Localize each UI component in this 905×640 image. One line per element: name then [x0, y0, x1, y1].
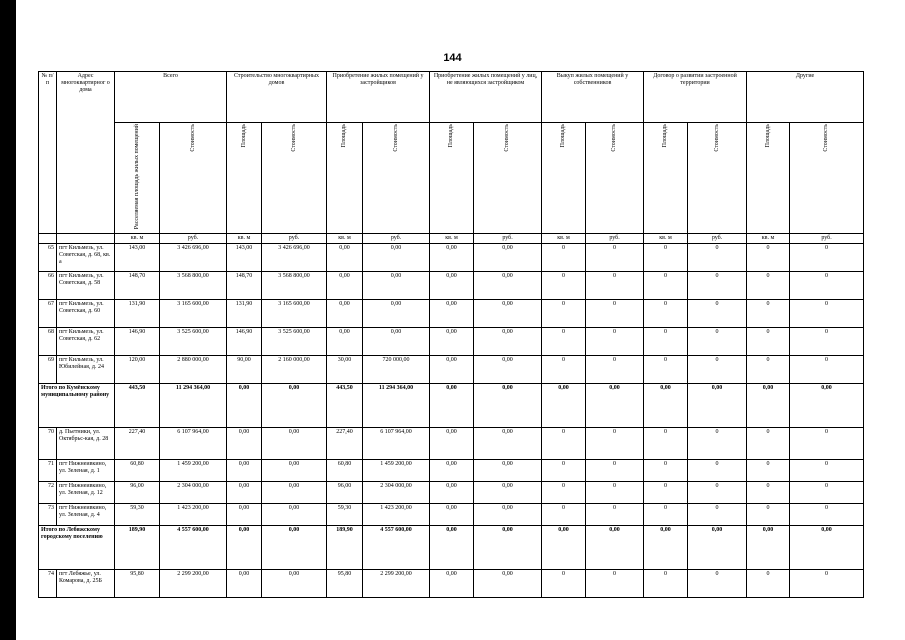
area-cell: 95,80	[327, 570, 363, 598]
cost-cell: 1 459 200,00	[160, 460, 227, 482]
cost-cell: 0	[790, 300, 864, 328]
row-address: пгт Нижнеивкино, ул. Зеленая, д. 4	[57, 504, 115, 526]
area-cell: 227,40	[327, 428, 363, 460]
area-cell: 0	[747, 428, 790, 460]
area-cell: 0,00	[430, 428, 474, 460]
area-cell: 0,00	[430, 570, 474, 598]
subheader-cost: Стоимость	[790, 123, 864, 234]
unit-label: руб.	[688, 234, 747, 244]
total-row	[39, 526, 864, 570]
area-cell: 0	[747, 300, 790, 328]
table-row	[39, 460, 864, 482]
area-cell: 120,00	[115, 356, 160, 384]
cost-cell: 0,00	[474, 526, 542, 570]
cost-cell: 0,00	[262, 384, 327, 428]
cost-cell: 0	[586, 460, 644, 482]
area-cell: 0,00	[227, 384, 262, 428]
table-row	[39, 244, 864, 272]
cost-cell: 0	[790, 428, 864, 460]
table-row	[39, 272, 864, 300]
area-cell: 0	[644, 356, 688, 384]
area-cell: 0	[542, 244, 586, 272]
row-number: 69	[39, 356, 57, 384]
cost-cell: 0,00	[474, 428, 542, 460]
unit-label: кв. м	[542, 234, 586, 244]
header-address: Адрес многоквартирног о дома	[57, 72, 115, 234]
area-cell: 148,70	[115, 272, 160, 300]
cost-cell: 0,00	[363, 244, 430, 272]
cost-cell: 0,00	[790, 384, 864, 428]
cost-cell: 6 107 964,00	[363, 428, 430, 460]
cost-cell: 0	[790, 504, 864, 526]
area-cell: 0	[542, 460, 586, 482]
cost-cell: 0	[790, 482, 864, 504]
row-number: 68	[39, 328, 57, 356]
area-cell: 0,00	[327, 244, 363, 272]
subheader-area: Площадь	[327, 123, 363, 234]
cost-cell: 0,00	[363, 272, 430, 300]
area-cell: 60,80	[327, 460, 363, 482]
cost-cell: 0,00	[474, 570, 542, 598]
area-cell: 0,00	[227, 460, 262, 482]
area-cell: 443,50	[115, 384, 160, 428]
cost-cell: 0,00	[474, 300, 542, 328]
cost-cell: 1 459 200,00	[363, 460, 430, 482]
area-cell: 0,00	[227, 504, 262, 526]
row-address: пгт Нижнеивкино, ул. Зеленая, д. 1	[57, 460, 115, 482]
area-cell: 0	[542, 504, 586, 526]
area-cell: 0	[542, 272, 586, 300]
subheader-area: Площадь	[542, 123, 586, 234]
subheader-cost: Стоимость	[262, 123, 327, 234]
cost-cell: 0,00	[474, 356, 542, 384]
units-blank	[39, 234, 57, 244]
table-row	[39, 570, 864, 598]
cost-cell: 3 525 600,00	[160, 328, 227, 356]
cost-cell: 0,00	[688, 526, 747, 570]
cost-cell: 2 880 000,00	[160, 356, 227, 384]
area-cell: 30,00	[327, 356, 363, 384]
area-cell: 0,00	[430, 526, 474, 570]
cost-cell: 0,00	[474, 272, 542, 300]
row-number: 70	[39, 428, 57, 460]
header-number: № п/п	[39, 72, 57, 234]
area-cell: 0	[644, 244, 688, 272]
area-cell: 95,80	[115, 570, 160, 598]
unit-label: руб.	[363, 234, 430, 244]
area-cell: 0,00	[644, 526, 688, 570]
area-cell: 189,90	[327, 526, 363, 570]
row-number: 74	[39, 570, 57, 598]
cost-cell: 0	[586, 244, 644, 272]
area-cell: 0	[542, 428, 586, 460]
area-cell: 0	[542, 328, 586, 356]
header-group-construction: Строительство многоквартирных домов	[227, 72, 327, 123]
cost-cell: 2 299 200,00	[160, 570, 227, 598]
cost-cell: 0	[586, 300, 644, 328]
area-cell: 0,00	[430, 460, 474, 482]
subheader-cost: Стоимость	[363, 123, 430, 234]
area-cell: 189,90	[115, 526, 160, 570]
cost-cell: 0	[688, 570, 747, 598]
cost-cell: 0	[688, 482, 747, 504]
cost-cell: 0	[586, 356, 644, 384]
cost-cell: 0	[688, 356, 747, 384]
header-group-other: Другие	[747, 72, 864, 123]
cost-cell: 2 304 000,00	[363, 482, 430, 504]
header-group-buyout: Выкуп жилых помещений у собственников	[542, 72, 644, 123]
cost-cell: 11 294 364,00	[160, 384, 227, 428]
area-cell: 59,30	[327, 504, 363, 526]
header-group-purchase-nondevelopers: Приобретение жилых помещений у лиц, не являющихся застройщиком	[430, 72, 542, 123]
area-cell: 60,80	[115, 460, 160, 482]
cost-cell: 0,00	[688, 384, 747, 428]
subheader-area: Расселяемая площадь жилых помещений	[115, 123, 160, 234]
area-cell: 0,00	[542, 384, 586, 428]
cost-cell: 2 304 000,00	[160, 482, 227, 504]
cost-cell: 3 165 600,00	[262, 300, 327, 328]
area-cell: 0	[747, 482, 790, 504]
cost-cell: 0	[688, 272, 747, 300]
row-number: 71	[39, 460, 57, 482]
subheader-cost: Стоимость	[688, 123, 747, 234]
page-number: 144	[443, 52, 462, 64]
cost-cell: 0,00	[262, 460, 327, 482]
area-cell: 0	[644, 504, 688, 526]
cost-cell: 3 165 600,00	[160, 300, 227, 328]
area-cell: 0,00	[227, 570, 262, 598]
cost-cell: 0,00	[262, 504, 327, 526]
area-cell: 143,00	[227, 244, 262, 272]
area-cell: 0	[542, 482, 586, 504]
unit-label: кв. м	[227, 234, 262, 244]
cost-cell: 0	[790, 328, 864, 356]
table-row	[39, 300, 864, 328]
row-address: пгт Лебяжье, ул. Комарова, д. 25Б	[57, 570, 115, 598]
subheader-cost: Стоимость	[586, 123, 644, 234]
cost-cell: 0	[790, 356, 864, 384]
area-cell: 0,00	[430, 504, 474, 526]
area-cell: 0,00	[430, 300, 474, 328]
cost-cell: 0	[586, 570, 644, 598]
cost-cell: 0	[586, 504, 644, 526]
cost-cell: 720 000,00	[363, 356, 430, 384]
area-cell: 0	[644, 428, 688, 460]
subheader-area: Площадь	[747, 123, 790, 234]
unit-label: кв. м	[327, 234, 363, 244]
units-blank	[57, 234, 115, 244]
area-cell: 0	[644, 570, 688, 598]
header-group-purchase-developers: Приобретение жилых помещений у застройщиков	[327, 72, 430, 123]
area-cell: 0,00	[542, 526, 586, 570]
cost-cell: 0	[688, 244, 747, 272]
area-cell: 0,00	[227, 482, 262, 504]
area-cell: 90,00	[227, 356, 262, 384]
cost-cell: 0,00	[262, 428, 327, 460]
area-cell: 0,00	[430, 244, 474, 272]
subheader-area: Площадь	[430, 123, 474, 234]
unit-label: кв. м	[115, 234, 160, 244]
row-address: пгт Кильмезь, ул. Советская, д. 58	[57, 272, 115, 300]
unit-label: руб.	[262, 234, 327, 244]
row-number: 67	[39, 300, 57, 328]
cost-cell: 0	[790, 244, 864, 272]
total-label: Итого по Лебяжскому городскому поселению	[39, 526, 115, 570]
area-cell: 0	[542, 570, 586, 598]
area-cell: 0,00	[327, 300, 363, 328]
cost-cell: 2 299 200,00	[363, 570, 430, 598]
table-row	[39, 328, 864, 356]
area-cell: 0	[747, 272, 790, 300]
area-cell: 0	[542, 356, 586, 384]
unit-label: руб.	[160, 234, 227, 244]
subheader-cost: Стоимость	[160, 123, 227, 234]
row-number: 72	[39, 482, 57, 504]
area-cell: 148,70	[227, 272, 262, 300]
area-cell: 131,90	[115, 300, 160, 328]
row-number: 66	[39, 272, 57, 300]
area-cell: 0,00	[644, 384, 688, 428]
subheader-area: Площадь	[227, 123, 262, 234]
table-row	[39, 356, 864, 384]
table-row	[39, 504, 864, 526]
area-cell: 0,00	[430, 356, 474, 384]
cost-cell: 0,00	[790, 526, 864, 570]
area-cell: 0,00	[747, 384, 790, 428]
cost-cell: 0,00	[474, 504, 542, 526]
header-group-territory-agreement: Договор о развитии застроенной территории	[644, 72, 747, 123]
area-cell: 0,00	[227, 428, 262, 460]
table-row	[39, 482, 864, 504]
area-cell: 0	[747, 460, 790, 482]
cost-cell: 1 423 200,00	[160, 504, 227, 526]
area-cell: 0	[747, 356, 790, 384]
row-address: пгт Кильмезь, ул. Советская, д. 62	[57, 328, 115, 356]
cost-cell: 11 294 364,00	[363, 384, 430, 428]
cost-cell: 3 568 800,00	[160, 272, 227, 300]
unit-label: руб.	[586, 234, 644, 244]
area-cell: 96,00	[327, 482, 363, 504]
area-cell: 0	[644, 300, 688, 328]
area-cell: 0	[644, 460, 688, 482]
area-cell: 59,30	[115, 504, 160, 526]
unit-label: кв. м	[430, 234, 474, 244]
cost-cell: 0	[688, 460, 747, 482]
area-cell: 0,00	[430, 328, 474, 356]
row-address: д. Пьетники, ул. Октябрьс-кая, д. 28	[57, 428, 115, 460]
total-label: Итого по Кумёнскому муниципальному району	[39, 384, 115, 428]
cost-cell: 0,00	[474, 244, 542, 272]
table-body	[39, 244, 864, 598]
cost-cell: 0	[688, 300, 747, 328]
area-cell: 0,00	[227, 526, 262, 570]
area-cell: 0	[542, 300, 586, 328]
area-cell: 0,00	[430, 384, 474, 428]
cost-cell: 0,00	[586, 526, 644, 570]
cost-cell: 3 426 696,00	[262, 244, 327, 272]
cost-cell: 0	[790, 460, 864, 482]
area-cell: 0	[644, 328, 688, 356]
cost-cell: 1 423 200,00	[363, 504, 430, 526]
area-cell: 131,90	[227, 300, 262, 328]
unit-label: кв. м	[644, 234, 688, 244]
cost-cell: 0	[688, 504, 747, 526]
subheader-cost: Стоимость	[474, 123, 542, 234]
area-cell: 143,00	[115, 244, 160, 272]
area-cell: 0	[644, 272, 688, 300]
cost-cell: 0	[790, 570, 864, 598]
unit-label: руб.	[474, 234, 542, 244]
cost-cell: 4 557 600,00	[363, 526, 430, 570]
cost-cell: 0	[586, 272, 644, 300]
area-cell: 0,00	[747, 526, 790, 570]
cost-cell: 0	[586, 328, 644, 356]
row-address: пгт Кильмезь, ул. Юбилейная, д. 24	[57, 356, 115, 384]
total-row	[39, 384, 864, 428]
area-cell: 0,00	[327, 272, 363, 300]
area-cell: 0	[747, 328, 790, 356]
row-address: пгт Кильмезь, ул. Советская, д. 68, кв. а	[57, 244, 115, 272]
table-row	[39, 428, 864, 460]
cost-cell: 0,00	[363, 328, 430, 356]
row-address: пгт Кильмезь, ул. Советская, д. 60	[57, 300, 115, 328]
cost-cell: 3 426 696,00	[160, 244, 227, 272]
area-cell: 0,00	[327, 328, 363, 356]
area-cell: 0	[747, 504, 790, 526]
area-cell: 443,50	[327, 384, 363, 428]
cost-cell: 0,00	[474, 328, 542, 356]
cost-cell: 6 107 964,00	[160, 428, 227, 460]
resettlement-table	[38, 71, 864, 598]
cost-cell: 3 568 800,00	[262, 272, 327, 300]
cost-cell: 3 525 600,00	[262, 328, 327, 356]
header-group-total: Всего	[115, 72, 227, 123]
unit-label: кв. м	[747, 234, 790, 244]
cost-cell: 0	[790, 272, 864, 300]
cost-cell: 0	[688, 428, 747, 460]
cost-cell: 0,00	[474, 482, 542, 504]
cost-cell: 0	[586, 428, 644, 460]
cost-cell: 0	[586, 482, 644, 504]
cost-cell: 0,00	[262, 526, 327, 570]
row-number: 73	[39, 504, 57, 526]
row-number: 65	[39, 244, 57, 272]
unit-label: руб.	[790, 234, 864, 244]
cost-cell: 0	[688, 328, 747, 356]
cost-cell: 0,00	[262, 570, 327, 598]
cost-cell: 0,00	[262, 482, 327, 504]
area-cell: 0	[644, 482, 688, 504]
subheader-area: Площадь	[644, 123, 688, 234]
area-cell: 96,00	[115, 482, 160, 504]
area-cell: 0,00	[430, 272, 474, 300]
cost-cell: 0,00	[586, 384, 644, 428]
cost-cell: 2 160 000,00	[262, 356, 327, 384]
cost-cell: 4 557 600,00	[160, 526, 227, 570]
cost-cell: 0,00	[363, 300, 430, 328]
cost-cell: 0,00	[474, 460, 542, 482]
area-cell: 146,90	[115, 328, 160, 356]
area-cell: 0	[747, 570, 790, 598]
area-cell: 0,00	[430, 482, 474, 504]
scan-edge-bar	[0, 0, 16, 640]
area-cell: 0	[747, 244, 790, 272]
row-address: пгт Нижнеивкино, ул. Зеленая, д. 12	[57, 482, 115, 504]
area-cell: 146,90	[227, 328, 262, 356]
area-cell: 227,40	[115, 428, 160, 460]
cost-cell: 0,00	[474, 384, 542, 428]
